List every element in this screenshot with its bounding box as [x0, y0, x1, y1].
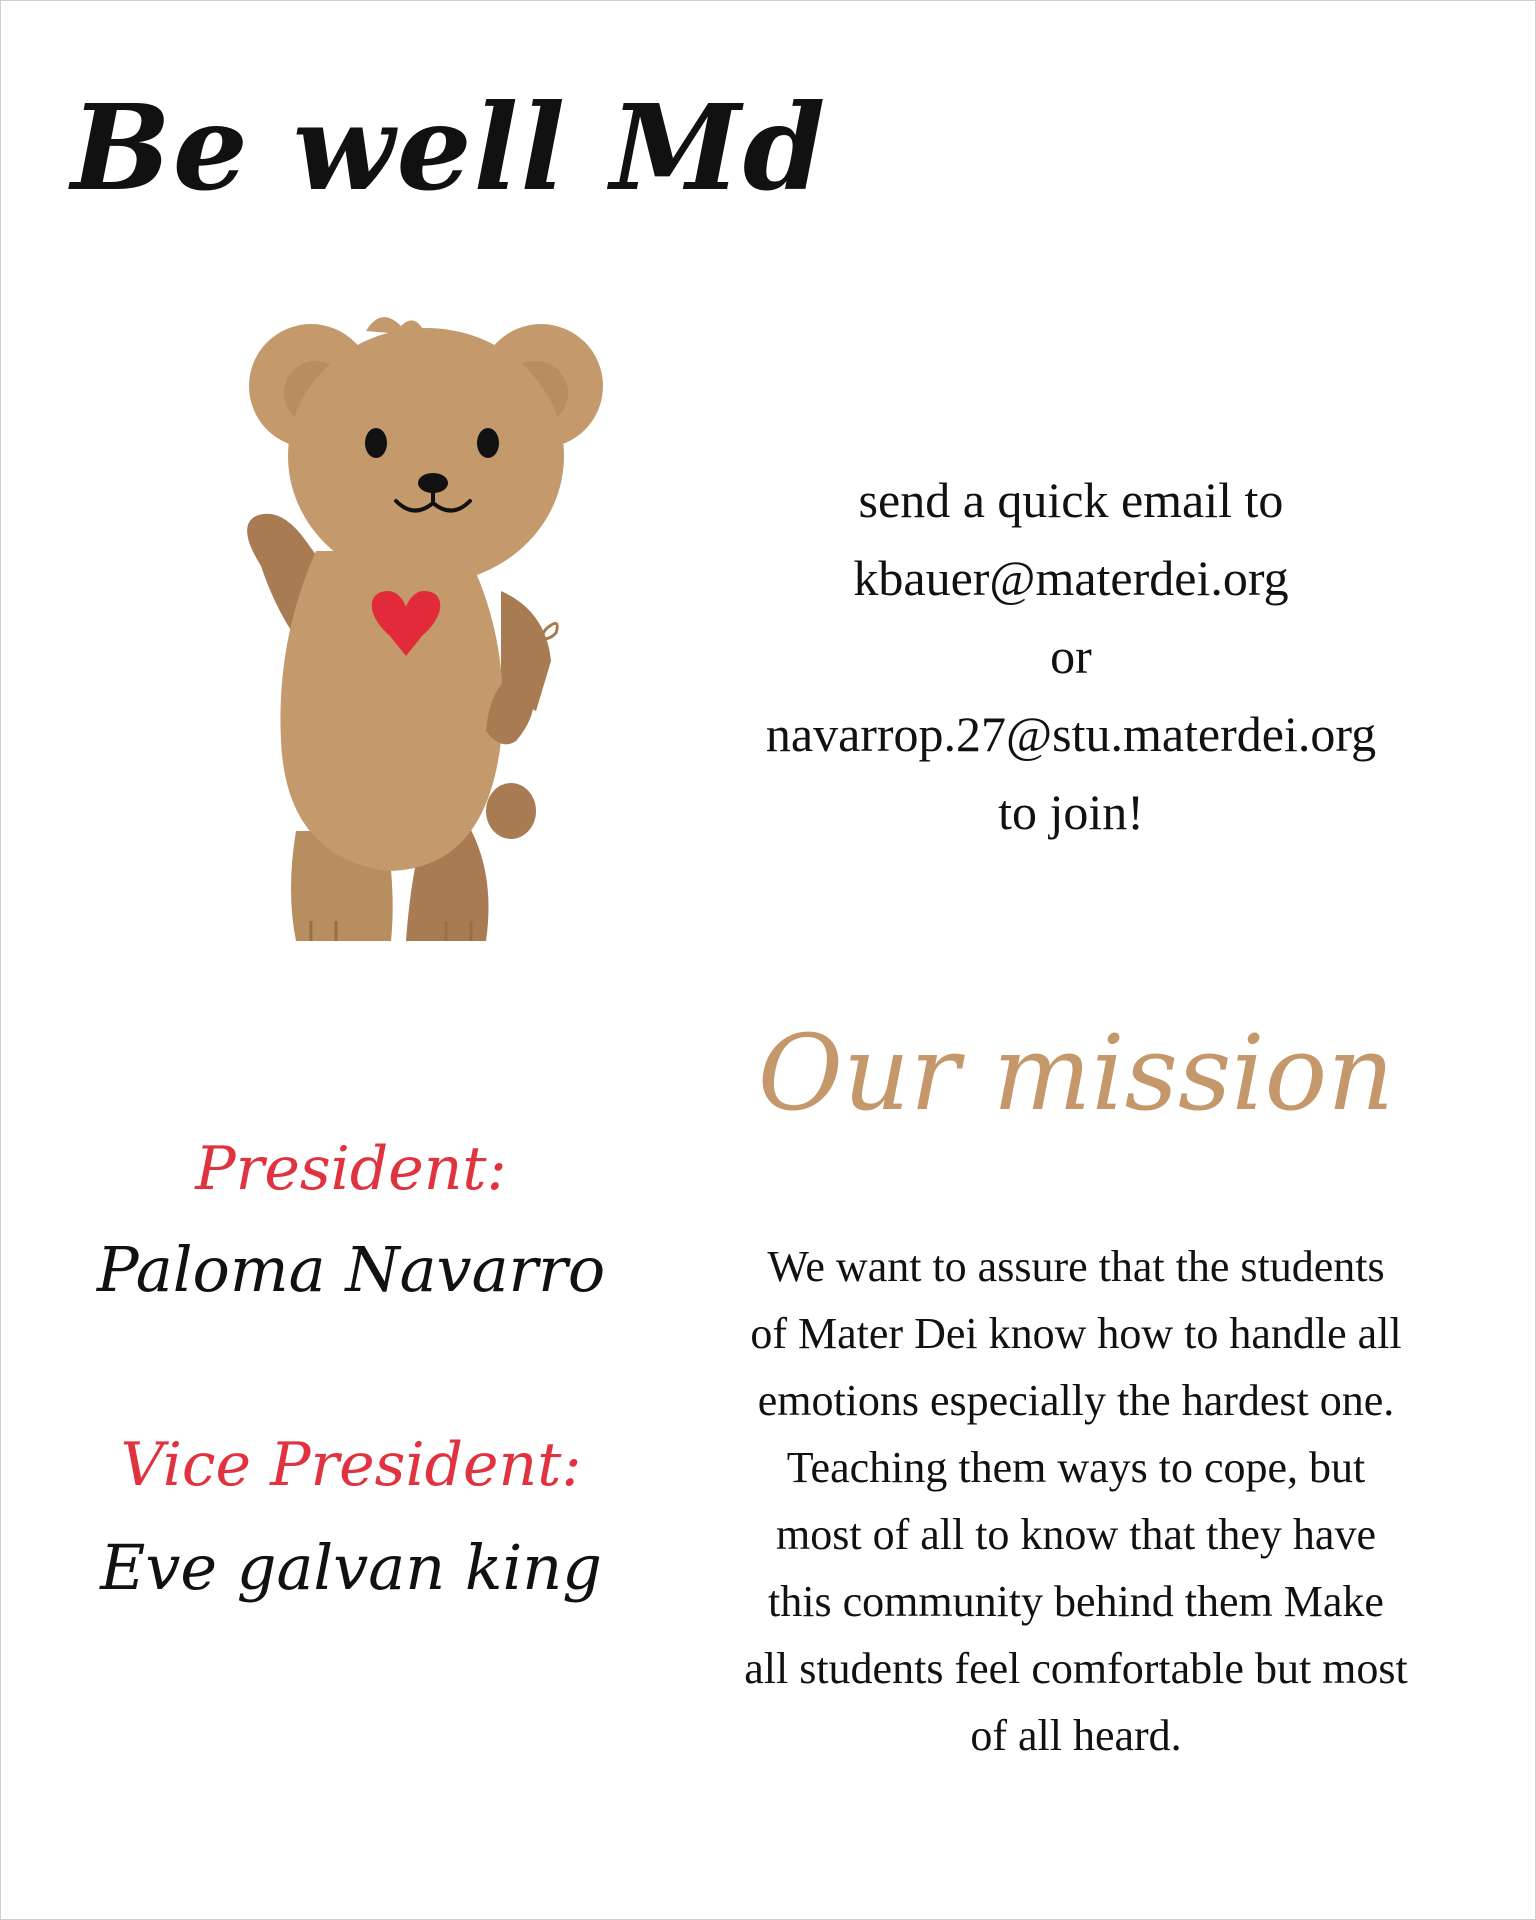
president-label: President:: [195, 1134, 507, 1204]
vice-president-name: Eve galvan king: [100, 1531, 602, 1604]
mission-line: We want to assure that the students: [767, 1242, 1385, 1291]
mission-line: of all heard.: [970, 1711, 1182, 1760]
mission-heading: Our mission: [757, 1012, 1395, 1134]
mission-line: Teaching them ways to cope, but: [786, 1443, 1366, 1492]
contact-join: to join!: [998, 784, 1144, 840]
bear-tail: [486, 783, 536, 839]
contact-block: [641, 461, 1501, 851]
teddy-bear-icon: [216, 311, 656, 961]
mission-line: most of all to know that they have: [776, 1510, 1376, 1559]
email-kbauer: kbauer@materdei.org: [853, 550, 1289, 606]
page-title: Be well Md: [71, 78, 828, 217]
bear-head: [288, 328, 564, 584]
bear-right-eye: [477, 428, 499, 458]
mission-line: this community behind them Make: [768, 1577, 1384, 1626]
mission-line: of Mater Dei know how to handle all: [750, 1309, 1402, 1358]
vice-president-label: Vice President:: [120, 1430, 582, 1500]
mission-line: all students feel comfortable but most: [744, 1644, 1408, 1693]
contact-or: or: [1050, 628, 1092, 684]
email-navarrop: navarrop.27@stu.materdei.org: [765, 706, 1377, 762]
president-name: Paloma Navarro: [96, 1233, 606, 1306]
mission-statement: [681, 1233, 1471, 1769]
mission-line: emotions especially the hardest one.: [757, 1376, 1395, 1425]
bear-left-eye: [365, 428, 387, 458]
contact-intro: send a quick email to: [858, 472, 1284, 528]
